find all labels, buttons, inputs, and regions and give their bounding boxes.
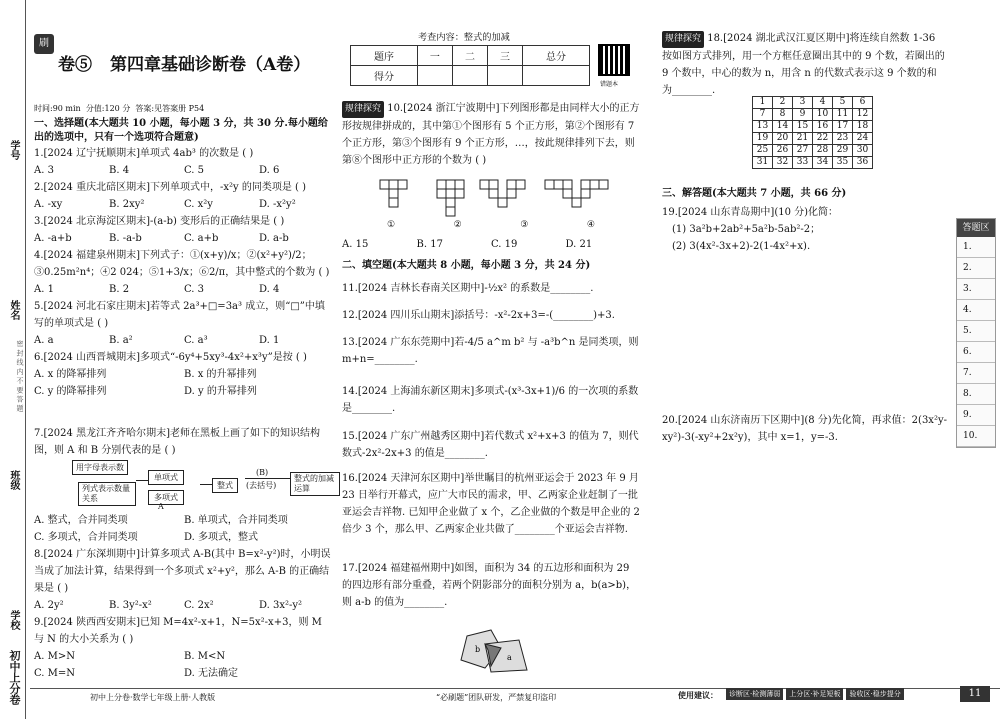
option[interactable]: D. 无法确定	[184, 668, 239, 679]
question-11[interactable]: 11.[2024 吉林长春南关区期中]-½x² 的系数是________.	[342, 283, 594, 294]
option[interactable]: C. 多项式，合并同类项	[34, 532, 138, 543]
page-number: 11	[960, 686, 990, 702]
topic-line: 考查内容：整式的加减	[418, 32, 510, 43]
option[interactable]: B. 2	[109, 284, 130, 295]
option[interactable]: D. 4	[259, 284, 280, 295]
footer-usage: 使用建议：	[678, 690, 718, 700]
score-cell[interactable]	[417, 66, 452, 86]
option[interactable]: C. 5	[184, 165, 205, 176]
question-16[interactable]: 16.[2024 天津河东区期中]举世瞩目的杭州亚运会于 2023 年 9 月 23 日举行开幕式，应广大市民的需求，甲、乙两家企业赶制了一批亚运会吉祥物. 已知甲企业做了 x 个，乙企业做的个数是甲企业的 2 倍少 3 个，那么甲、乙两家企业共做了________个亚运会吉祥物.	[342, 473, 640, 535]
exam-number: 卷⑤	[58, 55, 92, 75]
answer-slot[interactable]: 7.	[957, 363, 995, 384]
diagram-b: (B)	[256, 468, 269, 477]
student-id-label: 学号	[8, 140, 19, 160]
option[interactable]: A. M>N	[34, 651, 75, 662]
question-3: 3.[2024 北京海淀区期末]-(a-b) 变形后的正确结果是 ( )	[34, 216, 285, 227]
section-choice-title: 一、选择题(本大题共 10 小题，每小题 3 分，共 30 分.每小题给出的选项中，只有一个选项符合题意)	[34, 118, 328, 143]
option[interactable]: D. 1	[259, 335, 280, 346]
question-8: 8.[2024 广东深圳期中]计算多项式 A-B(其中 B=x²-y²)时，小明误当成了加法计算，结果得到一个多项式 x²+y²，那么 A-B 的正确结果是 ( ) A. 2y² B. 3y²-x² C. 2x² D. 3x²-y²	[34, 546, 334, 614]
question-1: 1.[2024 辽宁抚顺期末]单项式 4ab³ 的次数是 ( )	[34, 148, 254, 159]
qr-code-icon[interactable]	[598, 44, 630, 76]
option[interactable]: C. a+b	[184, 233, 219, 244]
option[interactable]: C. M=N	[34, 668, 76, 679]
option[interactable]: A. -a+b	[34, 233, 72, 244]
question-17[interactable]: 17.[2024 福建福州期中]如图，面积为 34 的五边形和面积为 29 的四边形有部分重叠，若两个阴影部分的面积分别为 a，b(a>b)，则 a-b 的值为________.	[342, 563, 637, 608]
footer-chips	[726, 688, 904, 700]
option[interactable]: A. 15	[342, 239, 369, 250]
question-15[interactable]: 15.[2024 广东广州越秀区期中]若代数式 x²+x+3 的值为 7，则代数式-2x²-2x+3 的值是________.	[342, 431, 639, 459]
qr-label: 错题本	[600, 81, 619, 88]
option[interactable]: A. 3	[34, 165, 54, 176]
diagram-box: 单项式	[148, 470, 184, 485]
option[interactable]: B. x 的升幂排列	[184, 369, 257, 380]
question-5: 5.[2024 河北石家庄期末]若等式 2a³+□=3a³ 成立，则“□”中填写的单项式是 ( )	[34, 301, 325, 329]
chip: 诊断区·检测薄弱	[726, 688, 783, 700]
option[interactable]: B. 2xy²	[109, 199, 145, 210]
option[interactable]: A. -xy	[34, 199, 63, 210]
chip: 上分区·补足短板	[786, 688, 843, 700]
section-solve-title: 三、解答题(本大题共 7 小题，共 66 分)	[662, 188, 847, 199]
score-cell[interactable]	[523, 66, 590, 86]
option[interactable]: C. 3	[184, 284, 205, 295]
option[interactable]: A. x 的降幂排列	[34, 369, 107, 380]
option[interactable]: B. M<N	[184, 651, 226, 662]
pentagon-figure	[455, 628, 535, 676]
question-9: 9.[2024 陕西西安期末]已知 M=4x²-x+1，N=5x²-x+3，则 M 与 N 的大小关系为 ( ) A. M>N B. M<N C. M=N D. 无法确定	[34, 614, 334, 682]
option[interactable]: C. 2x²	[184, 600, 214, 611]
option[interactable]: D. 多项式，整式	[184, 532, 259, 543]
question-20[interactable]: 20.[2024 山东济南历下区期中](8 分)先化简，再求值：2(3x²y-xy²)-3(-xy²+2x²y)，其中 x=1，y=-3.	[662, 415, 947, 443]
diagram-a: A	[158, 502, 164, 511]
option[interactable]: D. 3x²-y²	[259, 600, 303, 611]
diagram-box: 用字母表示数	[72, 460, 128, 475]
q2-options	[34, 196, 334, 213]
option[interactable]: A. 2y²	[34, 600, 64, 611]
q3-options	[34, 230, 334, 247]
diagram-arrow	[200, 484, 212, 485]
option[interactable]: D. a-b	[259, 233, 289, 244]
diagram-box: 多项式	[148, 490, 184, 505]
diagram-arrow	[136, 480, 148, 481]
diagram-box: 整式	[212, 478, 238, 493]
q4-options	[34, 281, 334, 298]
answer-slot[interactable]: 8.	[957, 384, 995, 405]
knowledge-diagram	[40, 460, 334, 512]
answer-area-title: 答题区	[957, 219, 995, 237]
option[interactable]: B. 4	[109, 165, 130, 176]
fig-label-b: b	[475, 645, 481, 654]
brush-badge: 刷	[34, 34, 54, 54]
option[interactable]: D. -x²y²	[259, 199, 296, 210]
question-7: 7.[2024 黑龙江齐齐哈尔期末]老师在黑板上画了如下的知识结构图，则 A 和 B 分别代表的是 ( )	[34, 428, 320, 456]
option[interactable]: D. 21	[565, 239, 593, 250]
left-column	[34, 117, 334, 400]
binding-band	[0, 0, 26, 719]
name-label: 姓名	[8, 300, 19, 320]
option[interactable]: B. -a-b	[109, 233, 142, 244]
page-title: 第四章基础诊断卷（A卷）	[110, 55, 311, 75]
diagram-box: 列式表示数量关系	[78, 482, 136, 506]
answer-slot[interactable]: 3.	[957, 279, 995, 300]
answer-slot[interactable]: 5.	[957, 321, 995, 342]
diagram-arrow	[245, 478, 290, 479]
question-4: 4.[2024 福建泉州期末]下列式子：①(x+y)/x；②(x²+y²)/2；③0.25m²n⁴；④2 024；⑤1+3/x；⑥2/π，其中整式的个数为 ( )	[34, 250, 330, 278]
option[interactable]: D. 6	[259, 165, 280, 176]
chip: 验收区·稳步提分	[846, 688, 903, 700]
stage-label: 初中上分卷	[8, 650, 21, 705]
option[interactable]: C. a³	[184, 335, 208, 346]
rule-explore-tag: 规律探究	[342, 101, 384, 118]
number-grid: 1 2 3 4 5 6 7 8 9 10 11 12 13 14 15 16 17 18 19 20 21 22 23 24 25 26 27 28 29 30 31 32 33 34 35 36	[752, 96, 873, 169]
answer-slot[interactable]: 9.	[957, 405, 995, 426]
option[interactable]: A. a	[34, 335, 54, 346]
rule-explore-tag: 规律探究	[662, 31, 704, 48]
option[interactable]: C. x²y	[184, 199, 213, 210]
answer-slot[interactable]: 1.	[957, 237, 995, 258]
option[interactable]: C. 19	[491, 239, 518, 250]
answer-slot[interactable]: 6.	[957, 342, 995, 363]
question-19: 19.[2024 山东青岛期中](10 分)化简： (1) 3a²b+2ab²+5a²b-5ab²-2； (2) 3(4x²-3x+2)-2(1-4x²+x).	[662, 207, 839, 252]
answer-slot[interactable]: 2.	[957, 258, 995, 279]
question-10: 规律探究 10.[2024 浙江宁波期中]下列图形都是由同样大小的正方形按规律拼成的，其中第①个图形有 5 个正方形，第②个图形有 7 个正方形，第③个图形有 9 个正方形，…，按此规律排列下去，则第⑧个图形中正方形的个数为 ( )	[342, 103, 640, 166]
question-13[interactable]: 13.[2024 广东东莞期中]若-4/5 a^m b² 与 -a³b^n 是同类项，则 m+n=________.	[342, 337, 639, 365]
q7-options	[34, 512, 334, 546]
q5-options	[34, 332, 334, 349]
score-table: 题序 一 二 三 总分 得分	[350, 45, 590, 86]
seal-line-text: 密 封 线 内 不 要 答 题	[16, 340, 24, 412]
option[interactable]: B. 单项式，合并同类项	[184, 515, 288, 526]
class-label: 班级	[8, 470, 19, 490]
section-fill-title: 二、填空题(本大题共 8 小题，每小题 3 分，共 24 分)	[342, 260, 591, 271]
q1-options	[34, 162, 334, 179]
question-14[interactable]: 14.[2024 上海浦东新区期末]多项式-(x³-3x+1)/6 的一次项的系数是________.	[342, 386, 639, 414]
question-18: 规律探究 18.[2024 湖北武汉江夏区期中]将连续自然数 1-36 按如图方式排列，用一个方框任意圈出其中的 9 个数，若圈出的 9 个数中，中心的数为 n，用含 n 的代数式表示这 9 个数的和为________.	[662, 33, 945, 96]
fig-label-a: a	[507, 653, 512, 662]
school-label: 学校	[8, 610, 19, 630]
option[interactable]: C. y 的降幂排列	[34, 386, 107, 397]
option[interactable]: A. 整式，合并同类项	[34, 515, 128, 526]
footer-center: “必刷题”团队研发，严禁复印盗印	[436, 693, 557, 702]
option[interactable]: B. 3y²-x²	[109, 600, 152, 611]
question-2: 2.[2024 重庆北碚区期末]下列单项式中，-x²y 的同类项是 ( )	[34, 182, 306, 193]
option[interactable]: B. 17	[416, 239, 443, 250]
diagram-box: 整式的加减运算	[290, 472, 340, 496]
answer-slot[interactable]: 10.	[957, 426, 995, 447]
pattern-labels: ① ② ③ ④	[387, 220, 595, 230]
meta-line: 时间:90 min 分值:120 分 答案:见答案册 P54	[34, 104, 205, 113]
diagram-label: (去括号)	[246, 481, 277, 490]
footer-left: 初中上分卷·数学七年级上册·人教版	[90, 693, 216, 702]
q10-options	[342, 236, 640, 253]
q6-options	[34, 366, 334, 400]
score-cell[interactable]	[488, 66, 523, 86]
option[interactable]: B. a²	[109, 335, 133, 346]
score-cell[interactable]	[452, 66, 487, 86]
option[interactable]: D. y 的升幂排列	[184, 386, 257, 397]
question-6: 6.[2024 山西晋城期末]多项式“-6y⁴+5xy³-4x²+x³y”是按 ( )	[34, 352, 307, 363]
question-12[interactable]: 12.[2024 四川乐山期末]添括号：-x²-2x+3=-(________)+3.	[342, 310, 615, 321]
answer-slot[interactable]: 4.	[957, 300, 995, 321]
option[interactable]: A. 1	[34, 284, 54, 295]
answer-area	[956, 218, 996, 448]
